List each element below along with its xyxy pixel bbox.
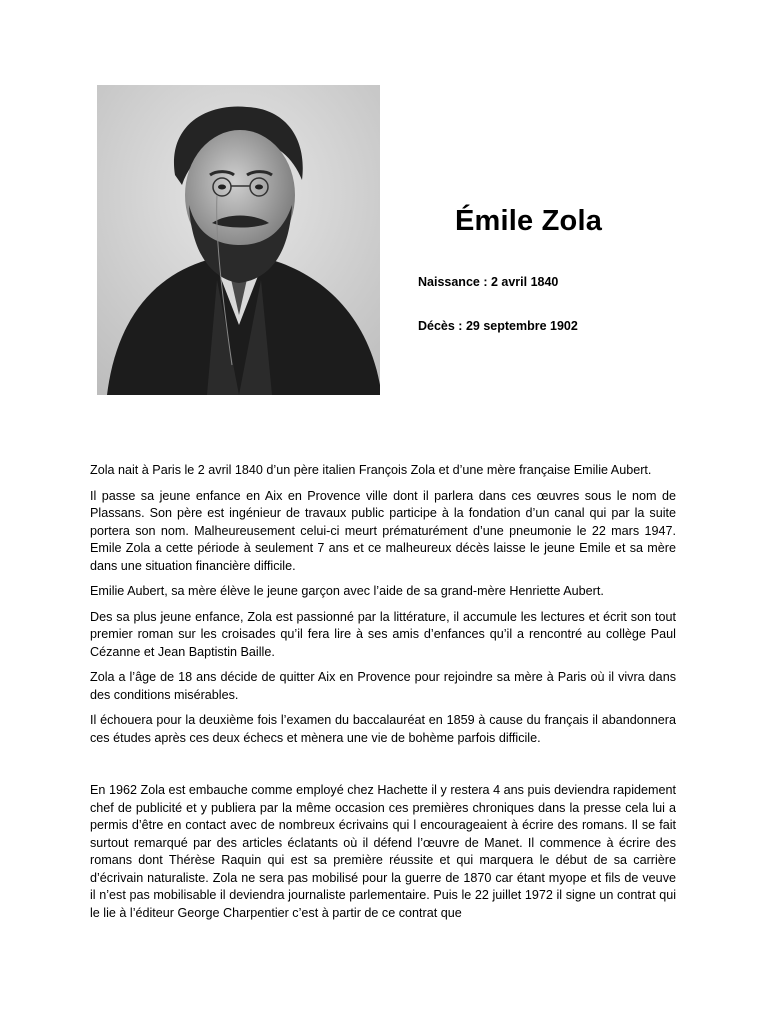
- biography-text: [90, 462, 676, 930]
- paragraph: Emilie Aubert, sa mère élève le jeune garçon avec l’aide de sa grand-mère Henriette Aubert.: [90, 584, 604, 598]
- paragraph: Zola a l’âge de 18 ans décide de quitter Aix en Provence pour rejoindre sa mère à Paris où il vivra dans des conditions misérables.: [90, 670, 676, 702]
- birth-date: Naissance : 2 avril 1840: [418, 275, 559, 289]
- paragraph: Il échouera pour la deuxième fois l’examen du baccalauréat en 1859 à cause du français il abandonnera ces études après ces deux échecs et mènera une vie de bohème parfois difficile.: [90, 713, 676, 745]
- paragraph: Des sa plus jeune enfance, Zola est passionné par la littérature, il accumule les lectures et écrit son tout premier roman sur les croisades qu’il fera lire à ses amis d’enfances qu’il a rencontré au collège Paul Cézanne et Jean Baptistin Baille.: [90, 609, 676, 659]
- paragraph: Il passe sa jeune enfance en Aix en Provence ville dont il parlera dans ces œuvres sous le nom de Plassans. Son père est ingénieur de travaux public participe à la fondation d’un canal qui par la suite portera son nom. Malheureusement celui-ci meurt prématurément d’une pneumonie le 22 mars 1947. Emile Zola a cette période à seulement 7 ans et ce malheureux décès laisse le jeune Emile et sa mère dans une situation financière difficile.: [90, 488, 676, 573]
- page-title: Émile Zola: [455, 205, 603, 237]
- paragraph: En 1962 Zola est embauche comme employé chez Hachette il y restera 4 ans puis deviendra rapidement chef de publicité et y publiera par la même occasion ces premières chroniques dans la presse cela lui a permis d’être en contact avec de nombreux écrivains qui l encourageaient à écrire des romans. Il se fait surtout remarqué par des articles éclatants où il défend l’œuvre de Manet. Il commence à écrire des romans dont Thérèse Raquin qui est sa première réussite et qui marquera le début de sa carrière d’écrivain naturaliste. Zola ne sera pas mobilisé pour la guerre de 1870 car étant myope et fils de veuve il n’est pas mobilisable il deviendra journaliste parlementaire. Puis le 22 juillet 1972 il signe un contrat qui le lie à l’éditeur George Charpentier c’est à partir de ce contrat que: [90, 783, 676, 920]
- paragraph: Zola nait à Paris le 2 avril 1840 d’un père italien François Zola et d’une mère française Emilie Aubert.: [90, 463, 652, 477]
- death-date: Décès : 29 septembre 1902: [418, 319, 578, 333]
- portrait-photo: [97, 85, 380, 395]
